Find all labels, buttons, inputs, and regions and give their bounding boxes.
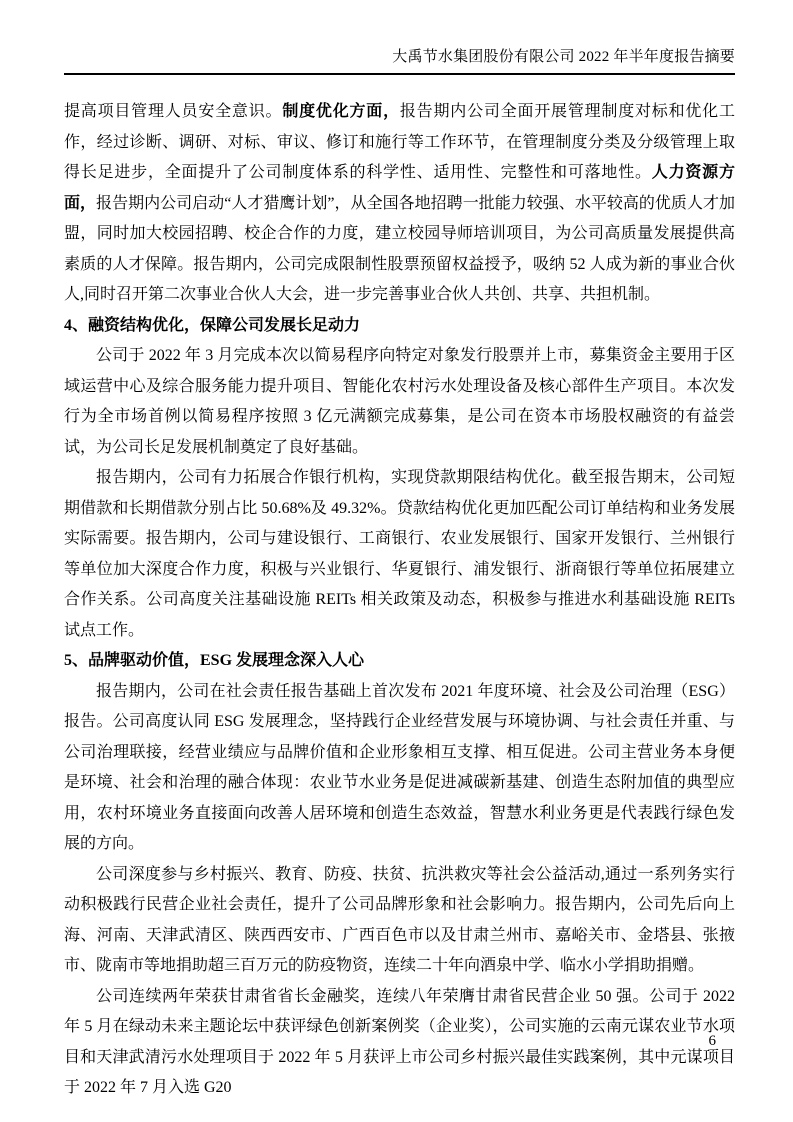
paragraph-financing-stock-issue: 公司于 2022 年 3 月完成本次以简易程序向特定对象发行股票并上市，募集资金主要用于区域运营中心及综合服务能力提升项目、智能化农村污水处理设备及核心部件生产项目。本次发行为全市场首例以简易程序按照 3 亿元满额完成募集，是公司在资本市场股权融资的有益尝试，为公司长足发展机制奠定了良好基础。 [64, 347, 735, 456]
paragraph-social-responsibility: 公司深度参与乡村振兴、教育、防疫、扶贫、抗洪救灾等社会公益活动,通过一系列务实行动积极践行民营企业社会责任，提升了公司品牌形象和社会影响力。报告期内，公司先后向上海、河南、天津武清区、陕西西安市、广西百色市以及甘肃兰州市、嘉峪关市、金塔县、张掖市、陇南市等地捐助超三百万元的防疫物资，连续二十年向酒泉中学、临水小学捐助捐赠。 [64, 865, 735, 974]
text-run-bold-human-resources: 人力资源方面， [64, 164, 735, 212]
page-header [64, 47, 735, 75]
section-heading-5-brand-esg: 5、品牌驱动价值，ESG 发展理念深入人心 [64, 652, 365, 669]
paragraph-esg-report: 报告期内，公司在社会责任报告基础上首次发布 2021 年度环境、社会及公司治理（ESG）报告。公司高度认同 ESG 发展理念，坚持践行企业经营发展与环境协调、与社会责任并重、与公司治理联接，经营业绩应与品牌价值和企业形象相互支撑、相互促进。公司主营业务本身便是环境、社会和治理的融合体现：农业节水业务是促进减碳新基建、创造生态附加值的典型应用，农村环境业务直接面向改善人居环境和创造生态效益，智慧水利业务更是代表践行绿色发展的方向。 [64, 682, 735, 852]
paragraph-financing-banks-reits: 报告期内，公司有力拓展合作银行机构，实现贷款期限结构优化。截至报告期末，公司短期借款和长期借款分别占比 50.68%及 49.32%。贷款结构优化更加匹配公司订单结构和业务发展实际需要。报告期内，公司与建设银行、工商银行、农业发展银行、国家开发银行、兰州银行等单位加大深度合作力度，积极与兴业银行、华夏银行、浦发银行、浙商银行等单位拓展建立合作关系。公司高度关注基础设施 REITs 相关政策及动态，积极参与推进水利基础设施 REITs 试点工作。 [64, 469, 735, 639]
page-number: 6 [708, 1033, 716, 1049]
text-run: 报告期内公司全面开展管理制度对标和优化工作，经过诊断、调研、对标、审议、修订和施行等工作环节，在管理制度分类及分级管理上取得长足进步，全面提升了公司制度体系的科学性、适用性、完整性和可落地性。 [64, 103, 735, 181]
paragraph-awards: 公司连续两年荣获甘肃省省长金融奖，连续八年荣膺甘肃省民营企业 50 强。公司于 2022 年 5 月在绿动未来主题论坛中获评绿色创新案例奖（企业奖），公司实施的云南元谋农业节水项目和天津武清污水处理项目于 2022 年 5 月获评上市公司乡村振兴最佳实践案例，其中元谋项目于 2022 年 7 月入选 G20 [64, 987, 735, 1096]
paragraph-institution-hr [64, 97, 735, 311]
report-body [64, 97, 735, 1104]
header-rule [64, 73, 735, 75]
text-run: 提高项目管理人员安全意识。 [64, 103, 283, 120]
text-run: 报告期内公司启动“人才猎鹰计划”，从全国各地招聘一批能力较强、水平较高的优质人才加盟，同时加大校园招聘、校企合作的力度，建立校园导师培训项目，为公司高质量发展提供高素质的人才保障。报告期内，公司完成限制性股票预留权益授予，吸纳 52 人成为新的事业合伙人,同时召开第二次事业合伙人大会，进一步完善事业合伙人共创、共享、共担机制。 [64, 194, 735, 303]
text-run-bold-institution-optimization: 制度优化方面， [282, 103, 400, 120]
section-heading-4-financing: 4、融资结构优化，保障公司发展长足动力 [64, 316, 361, 334]
report-header-title: 大禹节水集团股份有限公司 2022 年半年度报告摘要 [392, 49, 735, 65]
